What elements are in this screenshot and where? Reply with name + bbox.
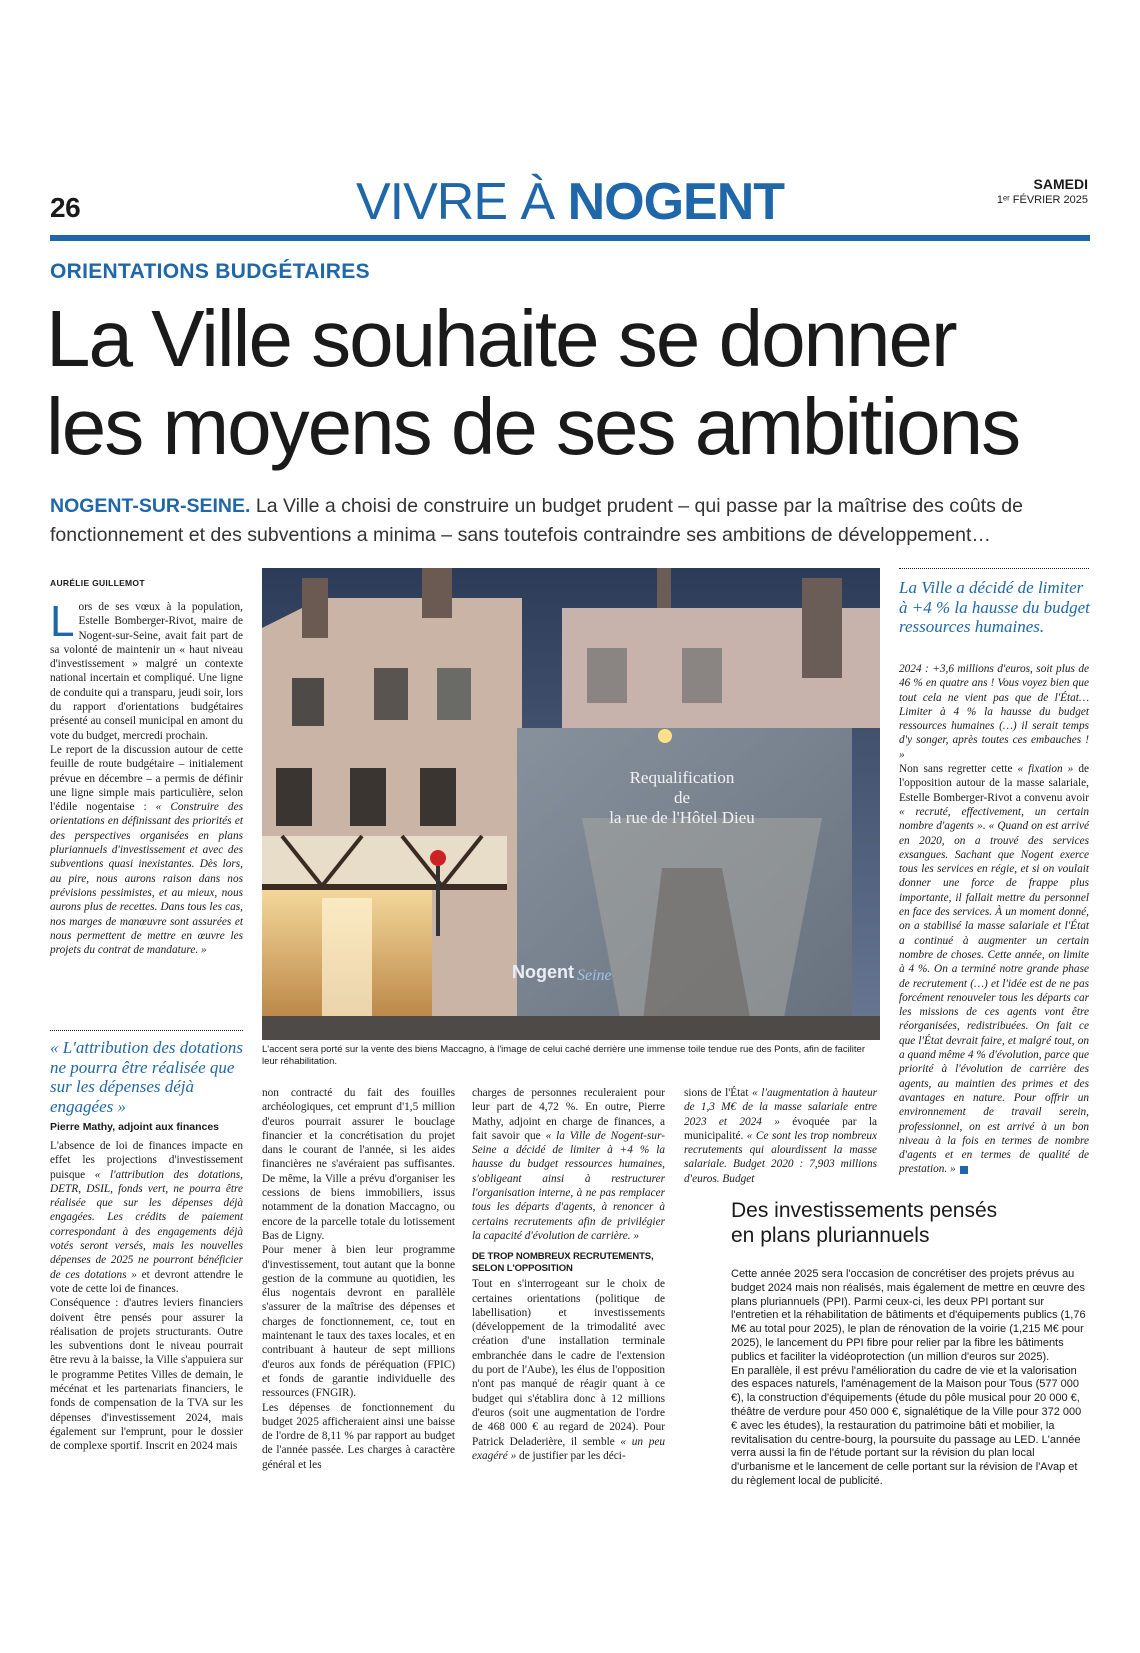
quote-text: « recruté, effectivement, un certain nombre d'agents » — [899, 805, 1089, 833]
quote-text: « Ce sont les trop nombreux recrutements qui alourdissent la masse salariale. Budget 2020 : 7,903 millions d'euros. Budget — [684, 1129, 877, 1185]
paragraph-text: sions de l'État — [684, 1087, 753, 1099]
page-number: 26 — [50, 192, 81, 223]
photo-sign-line-1: Requalification — [629, 768, 735, 787]
pull-quote-author: Pierre Mathy, adjoint aux finances — [50, 1121, 220, 1133]
paragraph-text: de justifier par les déci- — [516, 1449, 626, 1462]
paragraph-text: évoquée par la municipalité. — [684, 1115, 877, 1142]
section-title-bold: NOGENT — [567, 173, 785, 231]
sidebar-box-body — [731, 1268, 1089, 1489]
lead-dateline: NOGENT-SUR-SEINE. — [50, 495, 251, 517]
article-lead — [50, 492, 1100, 550]
photo-sign-line-2: de — [673, 788, 691, 807]
column-1-continued — [50, 1139, 243, 1454]
column-1 — [50, 597, 243, 957]
byline: AURÉLIE GUILLEMOT — [50, 578, 145, 588]
quote-text: « l'augmentation à hauteur de 1,3 M€ de la masse salariale entre 2023 et 2024 » — [684, 1087, 877, 1128]
paragraph: Pour mener à bien leur programme d'investissement, tout autant que la bonne gestion de la commune au quotidien, les élus nogentais devront en parallèle s'assurer de la maîtrise des dépenses et charges de fonctionnement, ce, tout en maintenant le taux des taxes locales, et en contribuant à hauteur de sept millions d'euros aux fonds de péréquation (FPIC) et fonds de garantie individuelle des ressources (FNGIR). — [262, 1244, 455, 1400]
quote-text: « l'attribution des dotations, DETR, DSIL, fonds vert, ne pourra être réalisée que sur les dépenses déjà engagées. Les crédits de paiement correspondant à des engagements déjà votés seront versés, mais les nouvelles dépenses de 2025 ne pourront bénéficier de ces dotations » — [50, 1168, 244, 1281]
paragraph-text: charges de personnes reculeraient pour leur part de 4,72 %. En outre, Pierre Mathy, adjoint en charge de finances, a fait savoir que — [472, 1087, 665, 1142]
header-rule — [50, 235, 1090, 241]
issue-day: SAMEDI — [1033, 176, 1088, 192]
photo-sign-line-3: la rue de l'Hôtel Dieu — [609, 808, 755, 827]
column-2 — [262, 1086, 455, 1472]
photo-logo: Nogent — [512, 962, 574, 982]
headline-line-1: La Ville souhaite se donner — [46, 294, 956, 383]
paragraph-text: de l'opposition autour de la masse salariale, Estelle Bomberger-Rivot a convenu avoir — [899, 763, 1089, 804]
street-photo-illustration — [262, 568, 880, 1040]
quote-text: « la Ville de Nogent-sur-Seine a décidé de limiter à +4 % la hausse du budget ressources humaines, s'obligeant ainsi à restructurer l'organisation interne, à ne pas remplacer tous les départs d'agents, à renoncer à certains recrutements afin de privilégier la capacité d'évolution de carrière. » — [472, 1129, 665, 1242]
paragraph-text: . — [982, 820, 989, 833]
intertitle-line-1: DE TROP NOMBREUX RECRUTEMENTS, — [472, 1251, 654, 1263]
quote-text: « fixation » — [1017, 763, 1074, 776]
paragraph-text: ors de ses vœux à la population, Estelle Bomberger-Rivot, maire de Nogent-sur-Seine, avait fait part de sa volonté de maintenir un « haut niveau d'investissement » malgré un contexte national incertain et compliqué. Une ligne de conduite qui a transparu, jeudi soir, lors du rapport d'orientations budgétaires présenté au conseil municipal en amont du vote du budget, mercredi prochain. — [50, 601, 243, 742]
paragraph: 2024 : +3,6 millions d'euros, soit plus de 46 % en quatre ans ! Vous voyez bien que tout cela ne vient pas que de l'État… Limiter à 4 % la hausse du budget ressources humaines (…) il serait temps d'y songer, après toutes ces embauches ! » — [899, 663, 1089, 761]
intertitle — [472, 1251, 665, 1275]
paragraph: non contracté du fait des fouilles archéologiques, cet emprunt d'1,5 million d'euros pourrait assurer le bouclage financier et la concrétisation du projet dans le courant de l'année, si les aides financières ne s'avéraient pas suffisantes. De même, la Ville a prévu d'organiser les cessions de biens immobiliers, issus notamment de la donation Maccagno, ou encore de la parcelle totale du lotissement Bas de Ligny. — [262, 1087, 455, 1242]
pull-quote: La Ville a décidé de limiter à +4 % la hausse du budget ressources humaines. — [899, 578, 1090, 636]
paragraph: En parallèle, il est prévu l'amélioration du cadre de vie et la valorisation des espaces naturels, l'aménagement de la Maison pour Tous (577 000 €), la construction d'équipements (étude du pôle musical pour 20 000 €, théâtre de verdure pour 450 000 €, signalétique de la Ville pour 372 000 € avec les études), la restauration du patrimoine bâti et mobilier, la revitalisation du centre-bourg, la poursuite du passage au LED. L'année verra aussi la fin de l'étude portant sur la révision du plan local d'urbanisme et le lancement de celle portant sur la révision de l'Avap et du règlement local de publicité. — [731, 1364, 1082, 1487]
article-headline — [46, 295, 1106, 471]
paragraph — [50, 743, 243, 957]
paragraph — [472, 1277, 665, 1463]
paragraph-text: L'absence de loi de finances impacte en effet les projections d'investissement puisque — [50, 1140, 243, 1181]
paragraph: Les dépenses de fonctionnement du budget 2025 afficheraient ainsi une baisse de l'ordre de 8,11 % par rapport au budget de l'année passée. Les charges à caractère général et les — [262, 1401, 455, 1471]
paragraph — [50, 1139, 243, 1296]
paragraph-text: Non sans regretter cette — [899, 763, 1018, 776]
paragraph-text: Le report de la discussion autour de cette feuille de route budgétaire – initialement prévue en décembre – a permis de définir une ligne simple mais particulière, selon l'édile nogentaise : — [50, 743, 243, 814]
paragraph — [472, 1086, 665, 1243]
paragraph — [684, 1086, 877, 1186]
photo-caption: L'accent sera porté sur la vente des biens Maccagno, à l'image de celui caché derrière une immense toile tendue rue des Ponts, afin de faciliter leur réhabilitation. — [262, 1044, 865, 1067]
end-of-article-icon — [960, 1166, 968, 1174]
photo-logo-script: Seine — [577, 967, 612, 984]
issue-date — [997, 176, 1088, 206]
drop-cap: L — [50, 597, 75, 646]
column-5 — [899, 662, 1089, 1177]
quote-text: « un peu exagéré » — [472, 1435, 665, 1462]
section-title — [0, 172, 1140, 232]
quote-text: « Construire des orientations en définissant des priorités et des perspectives organisées en plans pluriannuels d'investissement et avec des subventions quasi inexistantes. Dès lors, au pire, nous aurons raison dans nos prévisions pessimistes, et au mieux, nous aurons plus de recettes. Dans tous les cas, nos marges de manœuvre sont assurées et nous permettent de mettre en œuvre les projets du contrat de mandature. » — [50, 801, 243, 957]
box-title-line-1: Des investissements pensés — [731, 1199, 998, 1222]
paragraph — [899, 762, 1089, 1177]
column-4 — [684, 1086, 877, 1186]
article-photo — [262, 568, 880, 1040]
quote-divider — [899, 568, 1089, 569]
paragraph — [50, 597, 243, 743]
column-3 — [472, 1086, 665, 1463]
paragraph-text: Tout en s'interrogeant sur le choix de certaines orientations (politique de labellisation) et investissements (développement de la trimodalité avec création d'une installation terminale embranchée dans le cadre de l'extension du port de l'Aube), les élus de l'opposition n'ont pas manqué de réagir quant à ce budget qui s'établira donc à 12 millions d'euros (soit une augmentation de l'ordre de 468 000 € au regard de 2024). Pour Patrick Deladerière, il semble — [472, 1278, 665, 1448]
paragraph: Cette année 2025 sera l'occasion de concrétiser des projets prévus au budget 2024 mais non réalisés, mais également de mettre en œuvre des plans pluriannuels (PPI). Parmi ceux-ci, les deux PPI portant sur l'entretien et la réhabilitation de bâtiments et d'équipements publics (1,76 M€ au total pour 2025), le plan de rénovation de la voirie (1,215 M€ pour 2025), le lancement du PPI fibre pour relier par la fibre les bâtiments publics et faciliter la vidéoprotection (un million d'euros sur 2025). — [731, 1268, 1086, 1363]
paragraph-text: et devront attendre le vote de cette loi de finances. — [50, 1268, 243, 1295]
lead-text: La Ville a choisi de construire un budget prudent – qui passe par la maîtrise des coûts de fonctionnement et des subventions a minima – sans toutefois contraindre ses ambitions de développement… — [50, 495, 1023, 546]
issue-date-text: 1ᵉʳ FÉVRIER 2025 — [996, 194, 1088, 206]
sidebar-box-title — [731, 1198, 1091, 1248]
box-title-line-2: en plans pluriannuels — [731, 1224, 930, 1247]
quote-text: « Quand on est arrivé en 2020, on a trouvé des services exsangues. Sachant que Nogent exerce tous les services en régie, et si on voulait donner une force de frappe plus importante, il fallait mettre du personnel en face des services. À un moment donné, on a stabilisé la masse salariale et l'État a continué à augmenter un certain nombre de choses. Cette année, on limite à 4 %. On a terminé notre grande phase de recrutement (…) et l'idée est de ne pas forcément renouveler tous les départs car les missions de ces agents vont être réorganisées, redistribuées. On fait ce que l'État devrait faire, et malgré tout, on a quand même 4 % d'évolution, parce que priorité à l'évolution de carrière des agents, au maintien des primes et des avantages en nature. Pour offrir un environnement de travail serein, professionnel, on est arrivé à un bon niveau à la fois en termes de nombre d'agents et en termes de qualité de prestation. » — [899, 820, 1089, 1176]
quote-divider — [50, 1030, 243, 1031]
headline-line-2: les moyens de ses ambitions — [46, 382, 1020, 471]
section-title-thin: VIVRE À — [355, 173, 568, 231]
paragraph: Conséquence : d'autres leviers financiers doivent être pensés pour assurer la réalisation de projets structurants. Outre les subventions dont le niveau pourrait être revu à la baisse, la Ville s'appuiera sur le programme Petites Villes de demain, le mécénat et les partenariats financiers, le fonds de compensation de la TVA sur les dépenses d'investissement 2024, mais également sur l'emprunt, pour le dossier de complexe sportif. Inscrit en 2024 mais — [50, 1297, 243, 1453]
pull-quote: « L'attribution des dotations ne pourra être réalisée que sur les dépenses déjà engagées » — [50, 1038, 244, 1116]
intertitle-line-2: SELON L'OPPOSITION — [472, 1263, 573, 1275]
article-kicker: ORIENTATIONS BUDGÉTAIRES — [50, 260, 370, 283]
